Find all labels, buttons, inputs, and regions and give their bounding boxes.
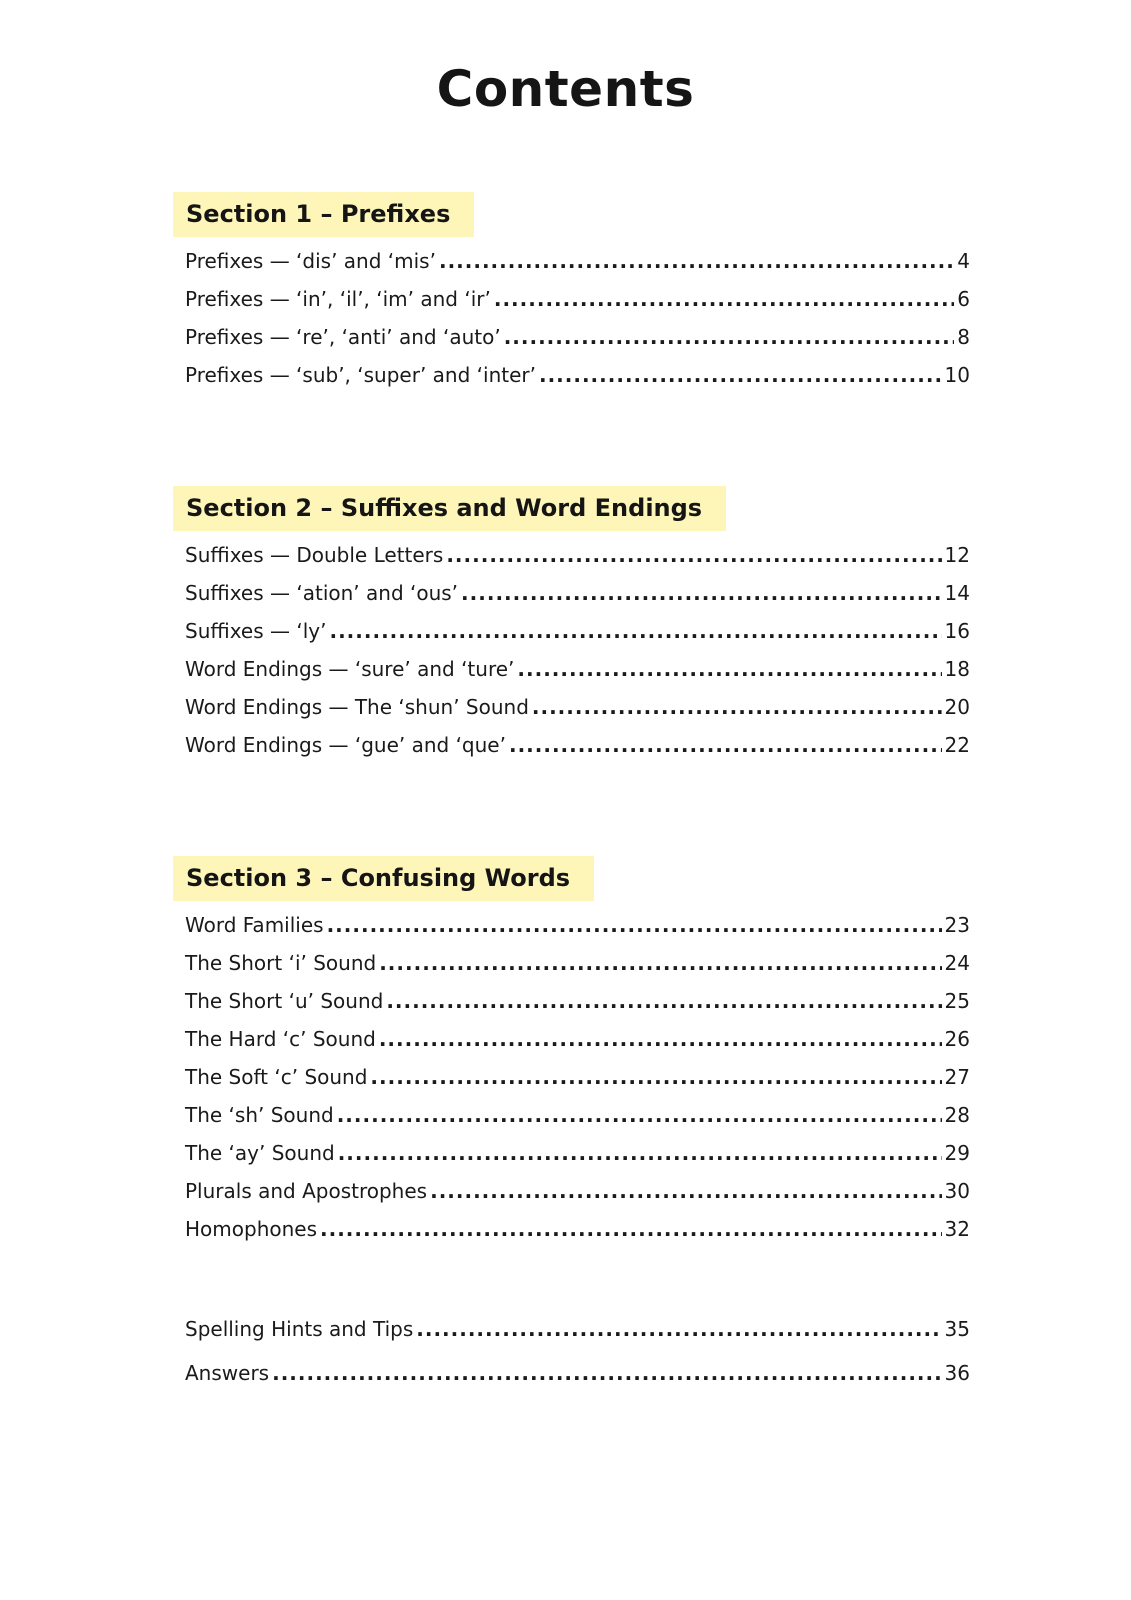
entry-page-number: 16 — [944, 619, 970, 643]
dot-leader — [320, 1216, 942, 1242]
toc-entry[interactable] — [185, 1316, 970, 1360]
entry-title: The Hard ‘c’ Sound — [185, 1027, 376, 1051]
entry-title: Word Endings — ‘gue’ and ‘que’ — [185, 733, 506, 757]
dot-leader — [504, 324, 955, 350]
dot-leader — [327, 912, 942, 938]
toc-entry[interactable] — [185, 618, 970, 656]
entry-title: Prefixes — ‘re’, ‘anti’ and ‘auto’ — [185, 325, 501, 349]
entry-page-number: 29 — [944, 1141, 970, 1165]
toc-entry[interactable] — [185, 1140, 970, 1178]
toc-entry[interactable] — [185, 580, 970, 618]
entry-page-number: 6 — [957, 287, 970, 311]
entry-title: Prefixes — ‘dis’ and ‘mis’ — [185, 249, 436, 273]
entry-page-number: 32 — [944, 1217, 970, 1241]
dot-leader — [532, 694, 942, 720]
toc-entry[interactable] — [185, 656, 970, 694]
section-1 — [173, 192, 970, 400]
entry-title: The Soft ‘c’ Sound — [185, 1065, 368, 1089]
dot-leader — [329, 618, 941, 644]
dot-leader — [416, 1316, 941, 1342]
entry-title: Prefixes — ‘in’, ‘il’, ‘im’ and ‘ir’ — [185, 287, 491, 311]
dot-leader — [379, 1026, 942, 1052]
dot-leader — [517, 656, 941, 682]
toc-entry[interactable] — [185, 286, 970, 324]
section-header: Section 1 – Prefixes — [173, 192, 474, 237]
toc-entry[interactable] — [185, 1178, 970, 1216]
dot-leader — [386, 988, 941, 1014]
toc-entry[interactable] — [185, 1360, 970, 1404]
toc-entry[interactable] — [185, 950, 970, 988]
toc-entry[interactable] — [185, 542, 970, 580]
entry-title: The ‘sh’ Sound — [185, 1103, 334, 1127]
toc-entry[interactable] — [185, 1102, 970, 1140]
toc-entry[interactable] — [185, 324, 970, 362]
entry-title: Suffixes — ‘ly’ — [185, 619, 327, 643]
entry-title: Homophones — [185, 1217, 318, 1241]
entry-page-number: 30 — [944, 1179, 970, 1203]
entry-title: Suffixes — ‘ation’ and ‘ous’ — [185, 581, 459, 605]
entry-title: Word Families — [185, 913, 324, 937]
entry-page-number: 26 — [944, 1027, 970, 1051]
entry-page-number: 24 — [944, 951, 970, 975]
entry-page-number: 14 — [944, 581, 970, 605]
dot-leader — [379, 950, 941, 976]
entry-page-number: 25 — [944, 989, 970, 1013]
dot-leader — [337, 1102, 942, 1128]
dot-leader — [494, 286, 954, 312]
entry-page-number: 20 — [944, 695, 970, 719]
toc-entry[interactable] — [185, 248, 970, 286]
dot-leader — [370, 1064, 941, 1090]
entry-page-number: 10 — [944, 363, 970, 387]
entry-page-number: 4 — [957, 249, 970, 273]
dot-leader — [539, 362, 942, 388]
toc-entry[interactable] — [185, 1216, 970, 1254]
dot-leader — [338, 1140, 942, 1166]
section-header: Section 3 – Confusing Words — [173, 856, 594, 901]
entry-title: Word Endings — ‘sure’ and ‘ture’ — [185, 657, 515, 681]
entry-page-number: 18 — [944, 657, 970, 681]
extras-list — [173, 1316, 970, 1404]
section-header: Section 2 – Suffixes and Word Endings — [173, 486, 726, 531]
entry-title: Spelling Hints and Tips — [185, 1317, 414, 1341]
toc-entry[interactable] — [185, 694, 970, 732]
entry-title: The Short ‘u’ Sound — [185, 989, 384, 1013]
entry-title: Answers — [185, 1361, 270, 1385]
toc-entry[interactable] — [185, 988, 970, 1026]
section-2 — [173, 486, 970, 770]
entry-page-number: 35 — [944, 1317, 970, 1341]
entry-title: Word Endings — The ‘shun’ Sound — [185, 695, 529, 719]
entry-title: Plurals and Apostrophes — [185, 1179, 428, 1203]
entry-title: Prefixes — ‘sub’, ‘super’ and ‘inter’ — [185, 363, 536, 387]
entry-title: The Short ‘i’ Sound — [185, 951, 377, 975]
toc-entry[interactable] — [185, 732, 970, 770]
section-3 — [173, 856, 970, 1254]
entry-page-number: 27 — [944, 1065, 970, 1089]
entry-page-number: 36 — [944, 1361, 970, 1385]
entry-title: Suffixes — Double Letters — [185, 543, 444, 567]
page-title: Contents — [436, 60, 695, 118]
dot-leader — [461, 580, 942, 606]
dot-leader — [446, 542, 941, 568]
entry-page-number: 8 — [957, 325, 970, 349]
toc-entry[interactable] — [185, 362, 970, 400]
dot-leader — [509, 732, 942, 758]
entry-page-number: 12 — [944, 543, 970, 567]
dot-leader — [430, 1178, 941, 1204]
toc-entry[interactable] — [185, 1026, 970, 1064]
dot-leader — [272, 1360, 941, 1386]
entry-page-number: 22 — [944, 733, 970, 757]
dot-leader — [439, 248, 954, 274]
entry-title: The ‘ay’ Sound — [185, 1141, 335, 1165]
entry-page-number: 28 — [944, 1103, 970, 1127]
entry-page-number: 23 — [944, 913, 970, 937]
toc-entry[interactable] — [185, 1064, 970, 1102]
toc-entry[interactable] — [185, 912, 970, 950]
